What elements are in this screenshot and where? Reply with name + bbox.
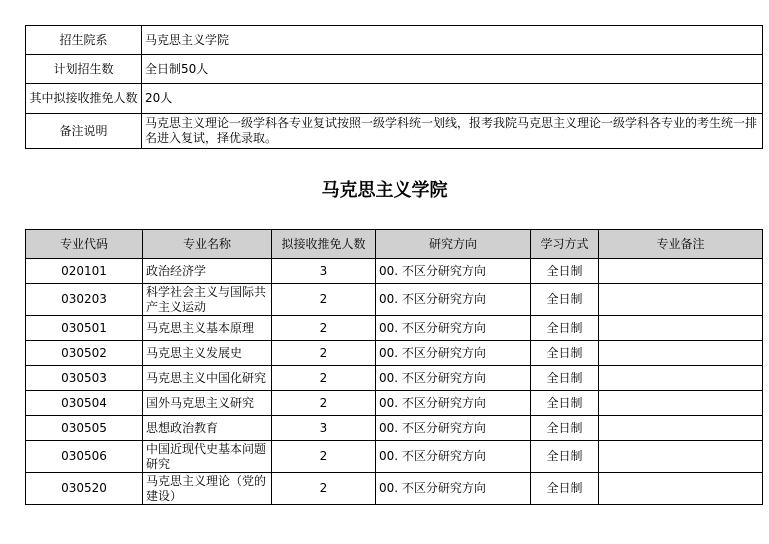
notes-label: 备注说明 (26, 114, 142, 149)
plan-value: 全日制50人 (142, 55, 763, 84)
major-direction: 00. 不区分研究方向 (376, 316, 531, 341)
major-direction: 00. 不区分研究方向 (376, 341, 531, 366)
major-code: 030501 (26, 316, 143, 341)
info-row-recommend (26, 84, 763, 114)
header-name: 专业名称 (143, 230, 272, 259)
major-note (599, 284, 763, 316)
major-mode: 全日制 (531, 441, 599, 473)
table-row (26, 391, 763, 416)
table-row (26, 259, 763, 284)
header-mode: 学习方式 (531, 230, 599, 259)
major-mode: 全日制 (531, 391, 599, 416)
table-row (26, 366, 763, 391)
table-row (26, 316, 763, 341)
header-direction: 研究方向 (376, 230, 531, 259)
major-name: 马克思主义理论（党的建设） (143, 473, 272, 505)
table-row (26, 416, 763, 441)
major-code: 030505 (26, 416, 143, 441)
major-table (25, 229, 763, 505)
plan-label: 计划招生数 (26, 55, 142, 84)
major-code: 030504 (26, 391, 143, 416)
major-count: 3 (272, 259, 376, 284)
major-count: 2 (272, 341, 376, 366)
major-name: 马克思主义基本原理 (143, 316, 272, 341)
major-name: 政治经济学 (143, 259, 272, 284)
page-title: 马克思主义学院 (321, 180, 448, 201)
major-code: 030506 (26, 441, 143, 473)
major-note (599, 341, 763, 366)
table-row (26, 341, 763, 366)
major-count: 2 (272, 441, 376, 473)
major-mode: 全日制 (531, 473, 599, 505)
major-count: 2 (272, 316, 376, 341)
major-note (599, 473, 763, 505)
major-count: 2 (272, 391, 376, 416)
major-note (599, 441, 763, 473)
header-note: 专业备注 (599, 230, 763, 259)
major-direction: 00. 不区分研究方向 (376, 473, 531, 505)
major-direction: 00. 不区分研究方向 (376, 441, 531, 473)
major-mode: 全日制 (531, 366, 599, 391)
recommend-value: 20人 (142, 84, 763, 114)
major-note (599, 366, 763, 391)
major-note (599, 316, 763, 341)
table-row (26, 284, 763, 316)
major-direction: 00. 不区分研究方向 (376, 366, 531, 391)
major-count: 2 (272, 284, 376, 316)
major-name: 思想政治教育 (143, 416, 272, 441)
major-direction: 00. 不区分研究方向 (376, 259, 531, 284)
major-mode: 全日制 (531, 416, 599, 441)
major-code: 030520 (26, 473, 143, 505)
info-row-department (26, 26, 763, 55)
major-note (599, 259, 763, 284)
major-direction: 00. 不区分研究方向 (376, 284, 531, 316)
notes-value: 马克思主义理论一级学科各专业复试按照一级学科统一划线，报考我院马克思主义理论一级学科各专业的考生统一排名进入复试，择优录取。 (142, 114, 763, 149)
info-row-notes (26, 114, 763, 149)
info-row-plan (26, 55, 763, 84)
major-name: 国外马克思主义研究 (143, 391, 272, 416)
major-mode: 全日制 (531, 316, 599, 341)
table-row (26, 441, 763, 473)
major-name: 科学社会主义与国际共产主义运动 (143, 284, 272, 316)
header-count: 拟接收推免人数 (272, 230, 376, 259)
info-table (25, 25, 763, 149)
major-count: 3 (272, 416, 376, 441)
major-mode: 全日制 (531, 284, 599, 316)
major-code: 030203 (26, 284, 143, 316)
department-label: 招生院系 (26, 26, 142, 55)
department-value: 马克思主义学院 (142, 26, 763, 55)
recommend-label: 其中拟接收推免人数 (26, 84, 142, 114)
major-code: 030502 (26, 341, 143, 366)
major-count: 2 (272, 366, 376, 391)
major-table-header (26, 230, 763, 259)
major-code: 020101 (26, 259, 143, 284)
major-direction: 00. 不区分研究方向 (376, 416, 531, 441)
major-mode: 全日制 (531, 259, 599, 284)
major-note (599, 416, 763, 441)
major-name: 中国近现代史基本问题研究 (143, 441, 272, 473)
major-note (599, 391, 763, 416)
major-direction: 00. 不区分研究方向 (376, 391, 531, 416)
major-code: 030503 (26, 366, 143, 391)
table-row (26, 473, 763, 505)
major-mode: 全日制 (531, 341, 599, 366)
major-name: 马克思主义发展史 (143, 341, 272, 366)
header-code: 专业代码 (26, 230, 143, 259)
major-name: 马克思主义中国化研究 (143, 366, 272, 391)
major-count: 2 (272, 473, 376, 505)
